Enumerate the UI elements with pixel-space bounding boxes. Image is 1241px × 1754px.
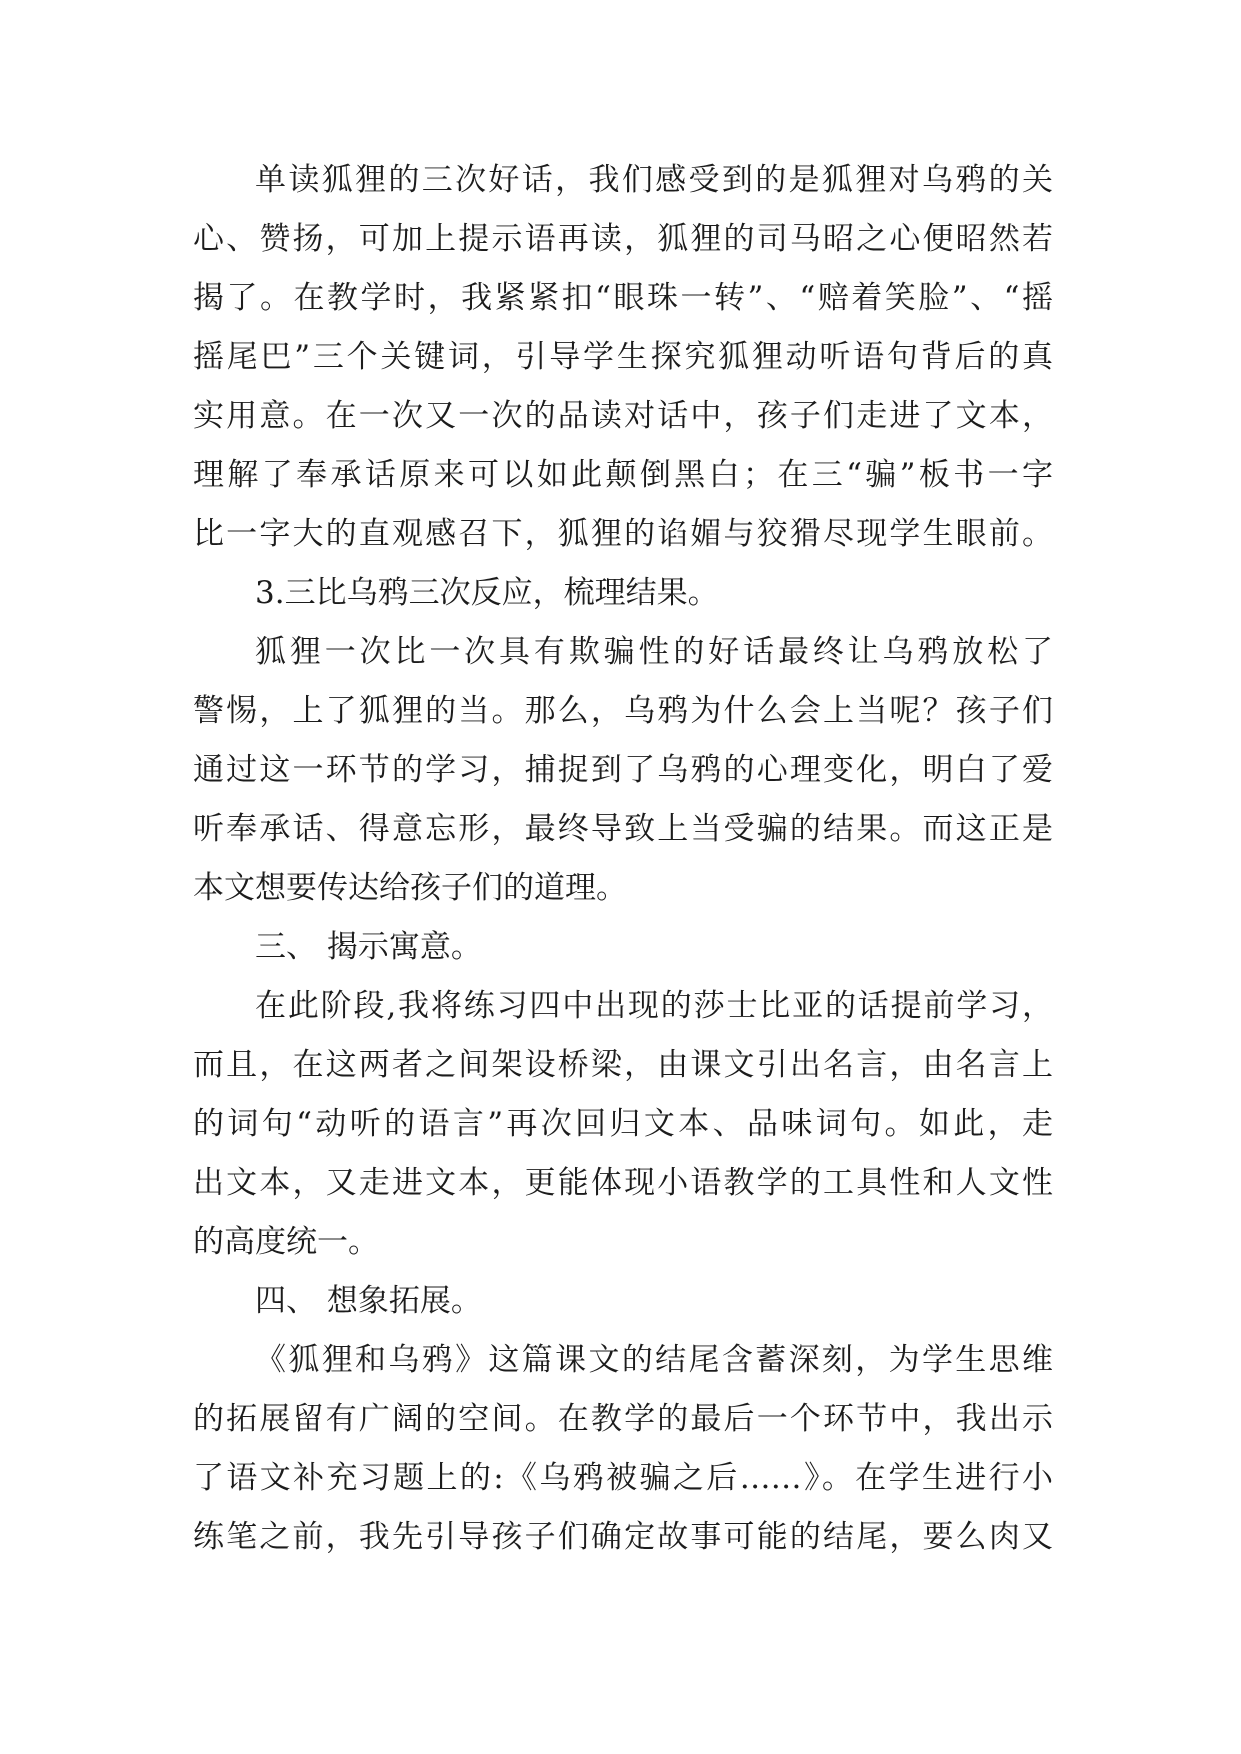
paragraph-line: 警惕，上了狐狸的当。那么，乌鸦为什么会上当呢？孩子们 <box>193 693 1053 729</box>
paragraph-line: 出文本，又走进文本，更能体现小语教学的工具性和人文性 <box>193 1165 1053 1201</box>
paragraph-line: 在此阶段,我将练习四中出现的莎士比亚的话提前学习， <box>255 988 1053 1024</box>
paragraph-line: 狐狸一次比一次具有欺骗性的好话最终让乌鸦放松了 <box>255 634 1053 670</box>
paragraph-line: 《狐狸和乌鸦》这篇课文的结尾含蓄深刻，为学生思维 <box>255 1342 1053 1378</box>
paragraph-line: 摇尾巴”三个关键词，引导学生探究狐狸动听语句背后的真 <box>193 339 1053 375</box>
paragraph-line: 通过这一环节的学习，捕捉到了乌鸦的心理变化，明白了爱 <box>193 752 1053 788</box>
paragraph-line: 的拓展留有广阔的空间。在教学的最后一个环节中，我出示 <box>193 1401 1053 1437</box>
paragraph-line: 的高度统一。 <box>193 1224 379 1260</box>
section-heading: 3.三比乌鸦三次反应，梳理结果。 <box>255 575 719 611</box>
paragraph-line: 比一字大的直观感召下，狐狸的谄媚与狡猾尽现学生眼前。 <box>193 516 1053 552</box>
paragraph-line: 了语文补充习题上的:《乌鸦被骗之后……》。在学生进行小 <box>193 1460 1053 1496</box>
paragraph-line: 实用意。在一次又一次的品读对话中，孩子们走进了文本， <box>193 398 1053 434</box>
paragraph-line: 单读狐狸的三次好话，我们感受到的是狐狸对乌鸦的关 <box>255 162 1053 198</box>
paragraph-line: 本文想要传达给孩子们的道理。 <box>193 870 627 906</box>
paragraph-line: 练笔之前，我先引导孩子们确定故事可能的结尾，要么肉又 <box>193 1519 1053 1555</box>
section-heading: 三、 揭示寓意。 <box>255 929 482 965</box>
paragraph-line: 而且，在这两者之间架设桥梁，由课文引出名言，由名言上 <box>193 1047 1053 1083</box>
paragraph-line: 的词句“动听的语言”再次回归文本、品味词句。如此，走 <box>193 1106 1053 1142</box>
paragraph-line: 心、赞扬，可加上提示语再读，狐狸的司马昭之心便昭然若 <box>193 221 1053 257</box>
paragraph-line: 听奉承话、得意忘形，最终导致上当受骗的结果。而这正是 <box>193 811 1053 847</box>
paragraph-line: 理解了奉承话原来可以如此颠倒黑白；在三“骗”板书一字 <box>193 457 1053 493</box>
section-heading: 四、 想象拓展。 <box>255 1283 482 1319</box>
paragraph-line: 揭了。在教学时，我紧紧扣“眼珠一转”、“赔着笑脸”、“摇 <box>193 280 1053 316</box>
